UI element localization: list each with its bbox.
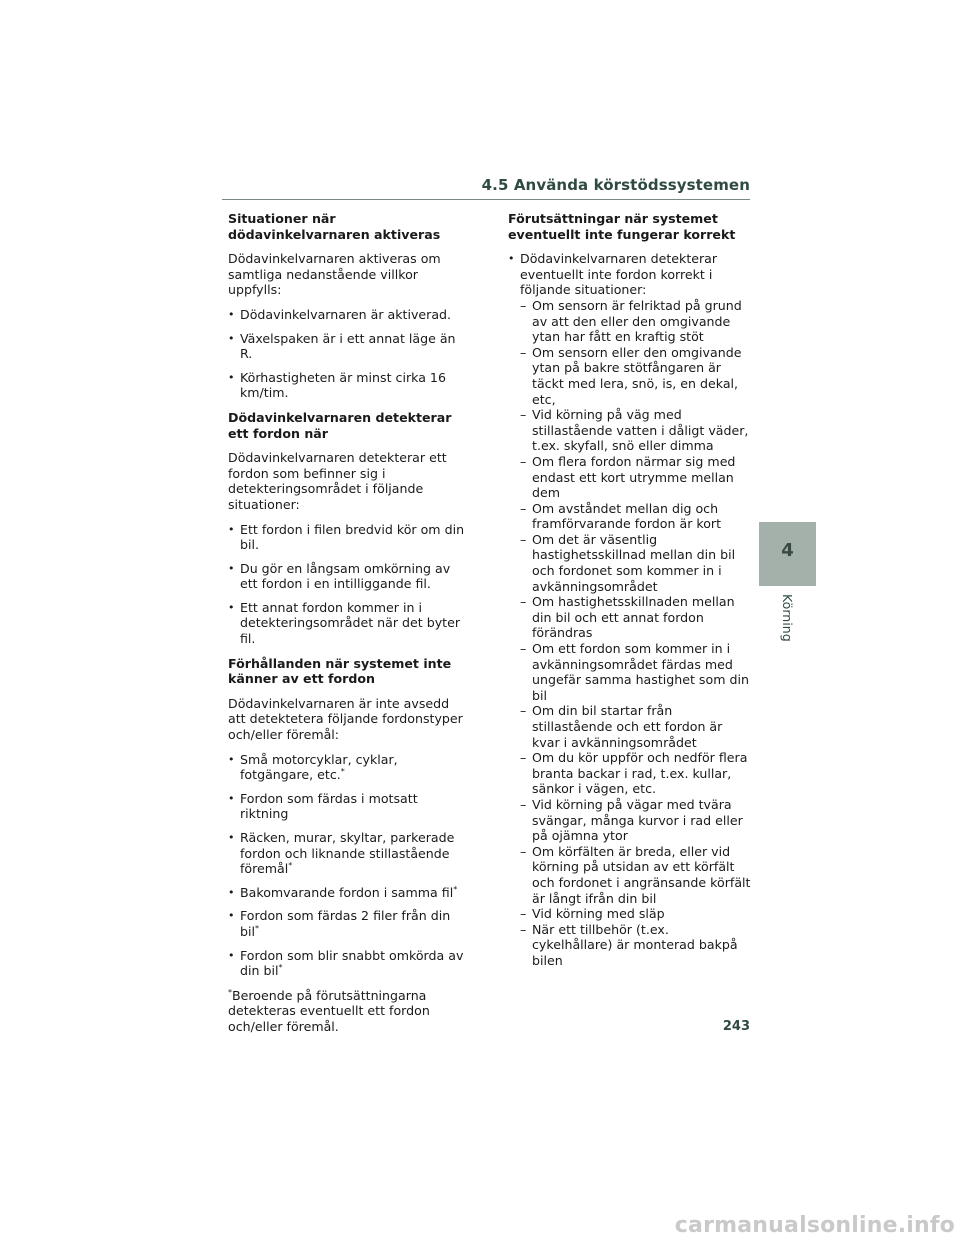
list-item: • Körhastigheten är minst cirka 16 km/tim. (228, 370, 468, 401)
list-item: – Om avståndet mellan dig och framförvarande fordon är kort (520, 501, 753, 532)
list-item: – Om hastighetsskillnaden mellan din bil och ett annat fordon förändras (520, 594, 753, 641)
footnote-mark: * (278, 962, 283, 972)
footnote-mark: * (228, 987, 232, 997)
list-item: – När ett tillbehör (t.ex. cykelhållare) är monterad bakpå bilen (520, 922, 753, 969)
heading-detection: Dödavinkelvarnaren detekterar ett fordon när (228, 409, 452, 441)
heading-activation: Situationer när dödavinkelvarnaren aktiveras (228, 211, 441, 242)
list-item: – Om sensorn eller den omgivande ytan på bakre stötfångaren är täckt med lera, snö, is, en dekal, etc, (520, 345, 753, 407)
list-item-text: Bakomvarande fordon i samma fil (240, 884, 454, 900)
list-activation-conditions (228, 307, 468, 401)
list-item-text: Fordon som blir snabbt omkörda av din bil (240, 947, 464, 979)
list-item: • Ett fordon i filen bredvid kör om din bil. (228, 522, 468, 553)
list-item (228, 830, 468, 877)
paragraph-not-detected: Dödavinkelvarnaren är inte avsedd att detektetera följande fordonstyper och/eller föremål: (228, 695, 463, 743)
chapter-number: 4 (781, 540, 794, 561)
heading-limitations: Förutsättningar när systemet eventuellt inte fungerar korrekt (508, 211, 736, 242)
list-item: – Om flera fordon närmar sig med endast ett kort utrymme mellan dem (520, 454, 753, 501)
list-item: – Vid körning med släp (520, 906, 753, 922)
footnote-mark: * (255, 923, 259, 933)
paragraph-detection: Dödavinkelvarnaren detekterar ett fordon som befinner sig i detekteringsområdet i följande situationer: (228, 450, 447, 512)
list-item (228, 791, 468, 822)
list-item: – Om ett fordon som kommer in i avkänningsområdet färdas med ungefär samma hastighet som din bil (520, 641, 753, 703)
footnote-mark: * (453, 884, 458, 894)
footnote-mark: * (288, 861, 293, 870)
list-item: – Vid körning på väg med stillastående vatten i dåligt väder, t.ex. skyfall, snö eller dimma (520, 407, 753, 454)
right-column (508, 211, 753, 969)
footnote (228, 988, 468, 1035)
list-item-text: Räcken, murar, skyltar, parkerade fordon och liknande stillastående föremål (240, 830, 455, 877)
list-item: • Dödavinkelvarnaren är aktiverad. (228, 307, 468, 323)
list-item-text: Fordon som färdas 2 filer från din bil (240, 908, 451, 939)
limitations-bullet (508, 251, 753, 968)
list-item-text: Små motorcyklar, cyklar, fotgängare, etc. (240, 751, 398, 783)
page-number: 243 (722, 1019, 750, 1034)
list-item (228, 885, 468, 901)
chapter-label: Körning (780, 594, 795, 642)
list-item: – Om körfälten är breda, eller vid körning på utsidan av ett körfält och fordonet i angränsande körfält är långt ifrån din bil (520, 844, 753, 906)
list-item: • Ett annat fordon kommer in i detekteringsområdet när det byter fil. (228, 600, 468, 647)
list-detection-situations (228, 522, 468, 647)
list-item: • Växelspaken är i ett annat läge än R. (228, 331, 468, 362)
list-item (228, 908, 468, 939)
watermark: carmanualsonline.info (674, 1213, 955, 1238)
header-divider (222, 199, 750, 200)
list-item (228, 948, 468, 979)
list-limitations (520, 298, 753, 969)
footnote-mark: * (340, 767, 345, 777)
list-item: – Vid körning på vägar med tvära svängar, många kurvor i rad eller på ojämna ytor (520, 797, 753, 844)
section-header-title: 4.5 Använda körstödssystemen (481, 176, 750, 194)
list-item: – Om du kör uppför och nedför flera branta backar i rad, t.ex. kullar, sänkor i vägen, etc. (520, 750, 753, 797)
list-item-text: Fordon som färdas i motsatt riktning (240, 790, 418, 822)
list-item: • Du gör en långsam omkörning av ett fordon i en intilliggande fil. (228, 561, 468, 592)
footnote-text: Beroende på förutsättningarna detekteras eventuellt ett fordon och/eller föremål. (228, 987, 430, 1034)
chapter-tab (759, 522, 816, 586)
list-item (228, 752, 468, 783)
left-column (228, 211, 468, 1044)
list-item: – Om det är väsentlig hastighetsskillnad mellan din bil och fordonet som kommer in i avkänningsområdet (520, 532, 753, 594)
limitations-intro: • Dödavinkelvarnaren detekterar eventuellt inte fordon korrekt i följande situationer: (520, 251, 718, 298)
list-not-detected (228, 752, 468, 979)
chapter-label-container (779, 594, 795, 674)
heading-not-detected: Förhållanden när systemet inte känner av ett fordon (228, 655, 452, 687)
paragraph-activation: Dödavinkelvarnaren aktiveras om samtliga nedanstående villkor uppfylls: (228, 251, 441, 298)
list-item: – Om sensorn är felriktad på grund av att den eller den omgivande ytan har fått en kraftig stöt (520, 298, 753, 345)
list-item: – Om din bil startar från stillastående och ett fordon är kvar i avkänningsområdet (520, 703, 753, 750)
